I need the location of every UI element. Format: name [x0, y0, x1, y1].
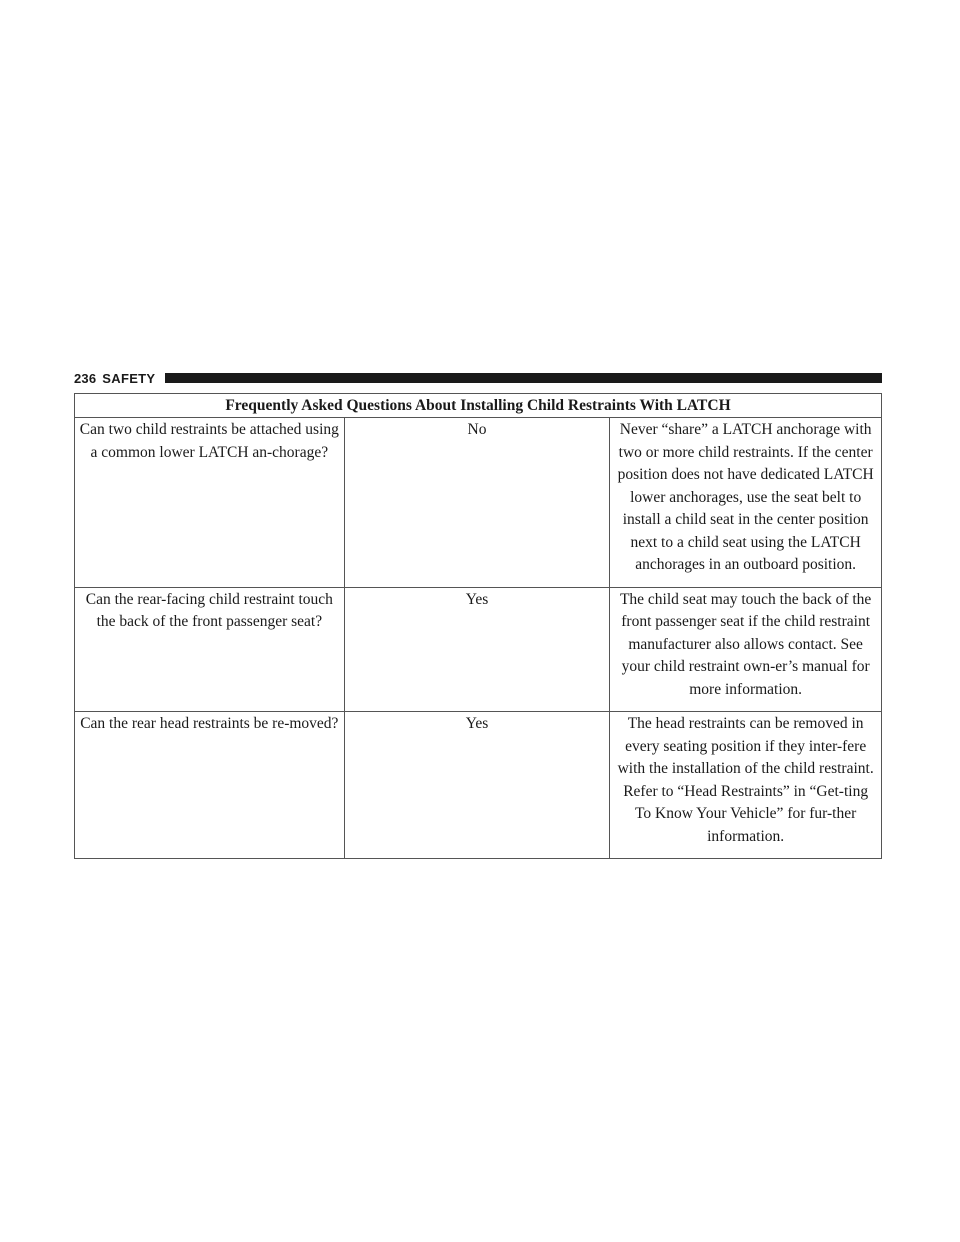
- answer-cell: Yes: [344, 712, 610, 859]
- table-row: [75, 587, 882, 712]
- table-row: [75, 712, 882, 859]
- explanation-text: The head restraints can be removed in every seating position if they inter-fere with the installation of the child restraint.: [617, 715, 874, 777]
- page-header: [74, 369, 882, 387]
- section-title: SAFETY: [102, 370, 156, 386]
- question-cell: Can two child restraints be attached using a common lower LATCH an-chorage?: [75, 418, 345, 588]
- table-title: Frequently Asked Questions About Installing Child Restraints With LATCH: [75, 394, 882, 418]
- explanation-cell: [610, 418, 882, 588]
- question-cell: Can the rear head restraints be re-moved?: [75, 712, 345, 859]
- explanation-text: Never “share” a LATCH anchorage with two or more child restraints. If the center position does not have dedicated LATCH lower anchorages, use the seat belt to install a child seat in the center position next to a child seat using the LATCH anchorages in an outboard position.: [617, 421, 874, 573]
- explanation-text: Refer to “Head Restraints” in “Get-ting To Know Your Vehicle” for fur-ther information.: [623, 782, 869, 845]
- explanation-text: The child seat may touch the back of the front passenger seat if the child restraint manufacturer also allows contact. See your child restraint own-er’s manual for more information.: [619, 590, 872, 698]
- page-number: 236: [74, 370, 97, 386]
- answer-cell: No: [344, 418, 610, 588]
- explanation-cell: [610, 712, 882, 859]
- answer-cell: Yes: [344, 587, 610, 712]
- header-rule: [165, 373, 882, 383]
- faq-table: [74, 393, 882, 859]
- explanation-cell: [610, 587, 882, 712]
- table-row: [75, 418, 882, 588]
- table-title-row: [75, 394, 882, 418]
- question-cell: Can the rear-facing child restraint touch the back of the front passenger seat?: [75, 587, 345, 712]
